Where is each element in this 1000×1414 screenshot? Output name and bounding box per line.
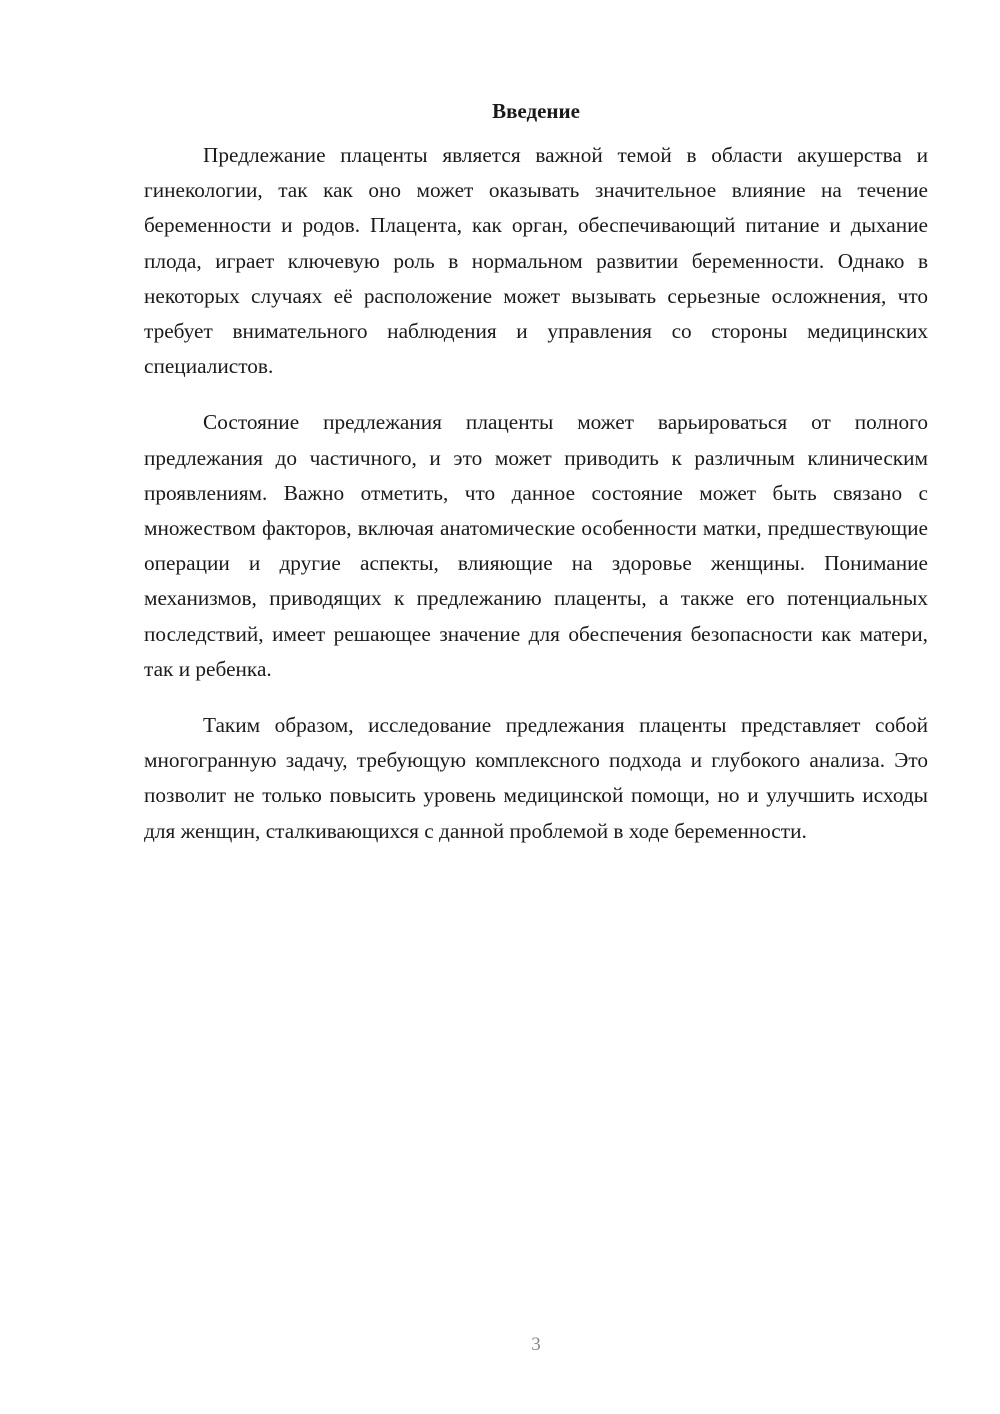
paragraph-3: Таким образом, исследование предлежания плаценты представляет собой многогранную задачу, требующую комплексного подхода и глубокого анализа. Это позволит не только повысить уровень медицинской помощи, но и улучшить исходы для женщин, сталкивающихся с данной проблемой в ходе беременности. xyxy=(144,713,928,843)
paragraph-2: Состояние предлежания плаценты может варьироваться от полного предлежания до частичного, и это может приводить к различным клиническим проявлениям. Важно отметить, что данное состояние может быть связано с множеством факторов, включая анатомические особенности матки, предшествующие операции и другие аспекты, влияющие на здоровье женщины. Понимание механизмов, приводящих к предлежанию плаценты, а также его потенциальных последствий, имеет решающее значение для обеспечения безопасности как матери, так и ребенка. xyxy=(144,410,928,681)
paragraph-1: Предлежание плаценты является важной темой в области акушерства и гинекологии, так как оно может оказывать значительное влияние на течение беременности и родов. Плацента, как орган, обеспечивающий питание и дыхание плода, играет ключевую роль в нормальном развитии беременности. Однако в некоторых случаях её расположение может вызывать серьезные осложнения, что требует внимательного наблюдения и управления со стороны медицинских специалистов. xyxy=(144,143,928,379)
page-number: 3 xyxy=(531,1334,541,1355)
page-body xyxy=(144,96,928,870)
section-heading: Введение xyxy=(492,99,580,123)
